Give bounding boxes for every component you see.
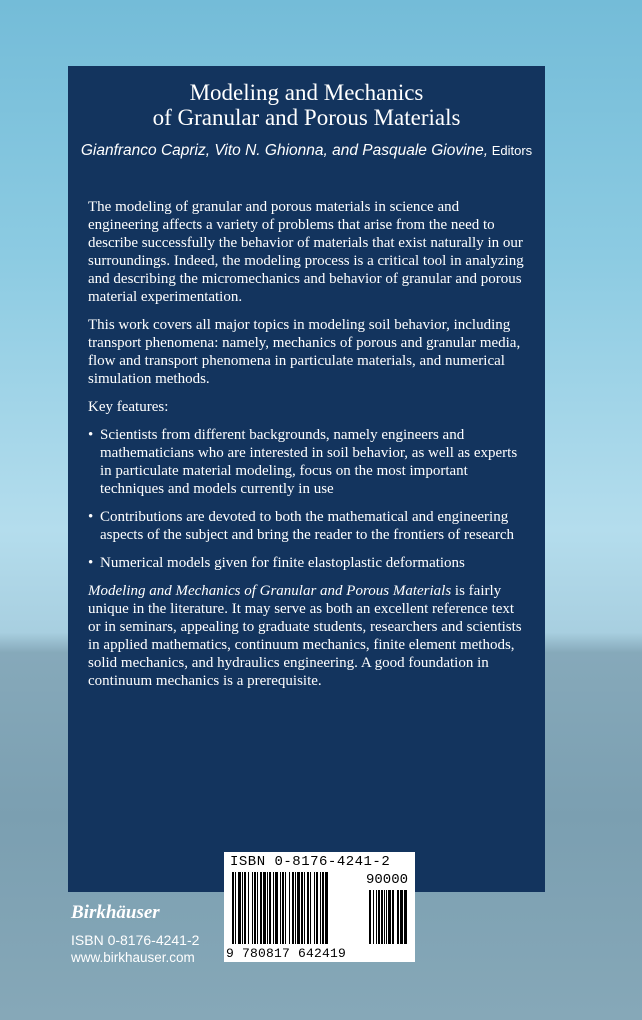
key-feature-text: Contributions are devoted to both the mathematical and engineering aspects of the subject and bring the reader to the frontiers of research <box>100 509 514 543</box>
key-feature-item <box>88 426 528 498</box>
editors-suffix: Editors <box>488 143 533 158</box>
barcode-bar <box>273 872 274 944</box>
bullet-icon: • <box>88 427 94 443</box>
barcode-addon-bar <box>369 890 371 944</box>
barcode-bar <box>257 872 258 944</box>
barcode-bar <box>263 872 266 944</box>
closing-paragraph <box>88 582 528 690</box>
barcode-addon-bar <box>373 890 374 944</box>
barcode-bar <box>275 872 278 944</box>
barcode-isbn: ISBN 0-8176-4241-2 <box>230 854 391 870</box>
key-feature-text: Scientists from different backgrounds, namely engineers and mathematicians who are interested in soil behavior, as well as experts in particulate material modeling, focus on the most important techniques and models currently in use <box>100 427 518 497</box>
editors-line <box>68 142 545 160</box>
barcode-bar <box>238 872 241 944</box>
key-feature-item <box>88 554 528 572</box>
closing-book-title: Modeling and Mechanics of Granular and Porous Materials <box>88 583 452 599</box>
barcode-addon-bar <box>384 890 385 944</box>
barcode-addon-bar <box>381 890 383 944</box>
barcode-bar <box>285 872 286 944</box>
barcode-label <box>224 852 415 962</box>
barcode-bar <box>320 872 321 944</box>
barcode-addon-bar <box>386 890 387 944</box>
barcode-addon-bar <box>378 890 380 944</box>
barcode-bar <box>252 872 253 944</box>
description-body <box>88 198 528 700</box>
barcode-bar <box>316 872 318 944</box>
barcode-addon-bar <box>392 890 394 944</box>
barcode-bar <box>232 872 234 944</box>
barcode-bar <box>325 872 328 944</box>
barcode-bar <box>254 872 256 944</box>
barcode-bar <box>244 872 246 944</box>
barcode-bar <box>282 872 284 944</box>
barcode-bar <box>310 872 311 944</box>
editors-names: Gianfranco Capriz, Vito N. Ghionna, and Pasquale Giovine, <box>80 142 489 159</box>
barcode-addon-bar <box>388 890 391 944</box>
key-features-label: Key features: <box>88 399 169 415</box>
bullet-icon: • <box>88 555 94 571</box>
barcode-addon-bar <box>376 890 377 944</box>
barcode-bar <box>235 872 236 944</box>
book-title <box>68 80 545 130</box>
barcode-bar <box>295 872 296 944</box>
publisher-logo: Birkhäuser <box>71 902 160 923</box>
barcode-bar <box>292 872 294 944</box>
barcode-ean-digits: 9 780817 642419 <box>226 946 347 961</box>
title-line-1: Modeling and Mechanics <box>189 80 424 105</box>
barcode-price-code: 90000 <box>366 872 409 888</box>
barcode-bar <box>267 872 268 944</box>
bullet-icon: • <box>88 509 94 525</box>
closing-text: is fairly unique in the literature. It may serve as both an excellent reference text or in seminars, appealing to graduate students, researchers and scientists in applied mathematics, continuum mechanics, finite element methods, solid mechanics, and hydraulics engineering. A good foundation in continuum mechanics is a prerequisite. <box>88 583 522 689</box>
barcode-bar <box>297 872 300 944</box>
barcode-bar <box>260 872 262 944</box>
barcode-bar <box>322 872 324 944</box>
barcode-addon-bar <box>400 890 403 944</box>
barcode-bar <box>269 872 271 944</box>
key-features-list <box>88 426 528 572</box>
barcode-addon-bar <box>404 890 407 944</box>
description-paragraph-2: This work covers all major topics in modeling soil behavior, including transport phenomena: namely, mechanics of porous and granular media, flow and transport phenomena in particulate materials, and numerical simulation methods. <box>88 317 521 387</box>
title-line-2: of Granular and Porous Materials <box>152 105 461 130</box>
key-feature-item <box>88 508 528 544</box>
barcode-addon-bar <box>397 890 399 944</box>
barcode-bar <box>248 872 249 944</box>
isbn-text: ISBN 0-8176-4241-2 <box>71 932 200 948</box>
key-feature-text: Numerical models given for finite elastoplastic deformations <box>100 555 465 571</box>
barcode-bar <box>280 872 281 944</box>
barcode-bar <box>304 872 305 944</box>
barcode-bar <box>301 872 303 944</box>
barcode-bar <box>314 872 315 944</box>
description-paragraph-1: The modeling of granular and porous materials in science and engineering affects a variety of problems that arise from the need to describe successfully the behavior of materials that exist naturally in our surroundings. Indeed, the modeling process is a critical tool in analyzing and describing the micromechanics and behavior of granular and porous material experimentation. <box>88 199 524 305</box>
barcode-bar <box>307 872 309 944</box>
publisher-url: www.birkhauser.com <box>71 950 195 965</box>
barcode-bar <box>242 872 243 944</box>
barcode-bar <box>289 872 290 944</box>
